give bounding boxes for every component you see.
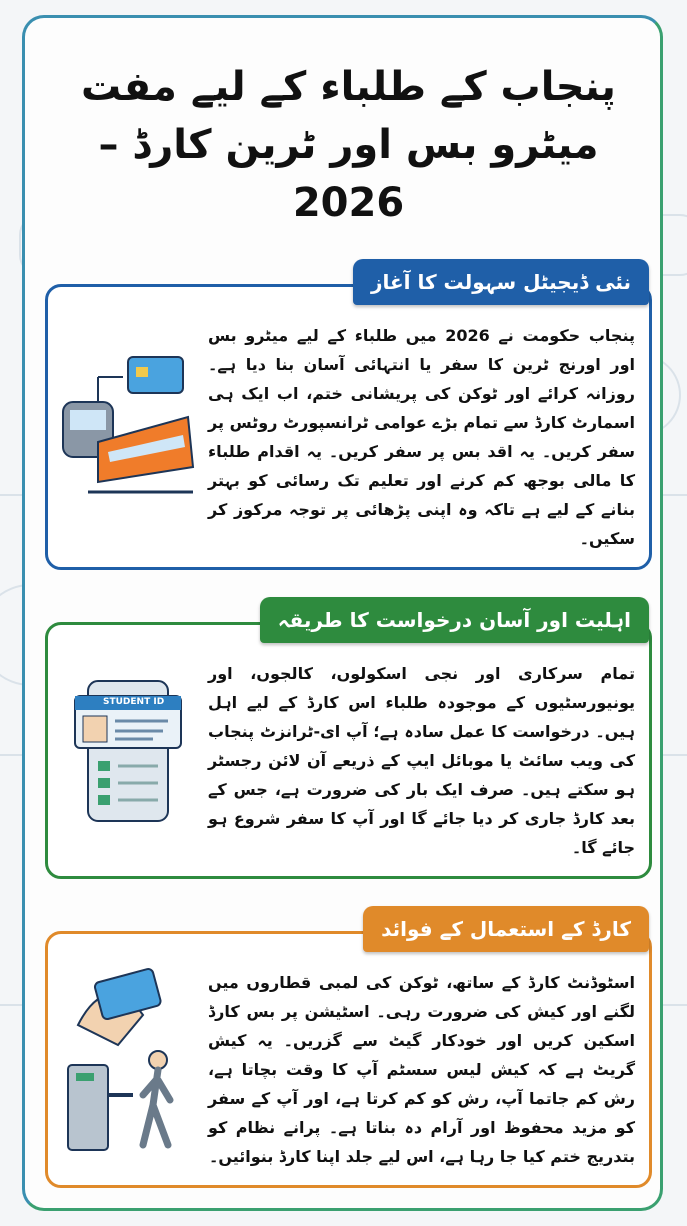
turnstile-card-illustration [58,965,198,1155]
text-line: رہی۔ اسٹیشن پر بس کارڈ اسکین کریں اور خودکار گیٹ سے گزریں۔ یہ کیش [208,1002,635,1050]
text-line: گریٹ ہے کہ کیش لیس سسٹم آپ کا وقت بچاتا ہے، رش کم جاتما [208,1060,636,1108]
section-eligibility [45,608,652,879]
train-card-illustration [58,347,198,507]
text-line: آپ، رش کو کم کرتا ہے، اور آپ کے سفر کو مزید محفوظ اور آرام دہ بناتا ہے۔ [208,1089,635,1137]
text-line: کی ضرورت ہے، جس کے بعد کارڈ جاری کر دیا جائے گا اور آپ کا سفر شروع ہو جائے گا۔ [208,780,635,857]
text-line: بنانے کے لیے ہے تاکہ وہ اپنی پڑھائی پر توجہ مرکوز کر سکیں۔ [208,500,635,548]
poster-frame [22,15,663,1211]
section-benefits [45,917,652,1188]
section-digital-facility-wrapper [45,270,652,570]
section-benefits-text [208,968,635,1171]
section-heading-benefits: کارڈ کے استعمال کے فوائد [363,906,649,952]
text-line: بس پر سفر کریں۔ یہ اقدام طلباء کا مالی بوجھ کم کرنے اور تعلیم تک رسائی کو بہتر [208,442,635,490]
section-eligibility-wrapper [45,608,652,879]
text-line: پنجاب حکومت نے 2026 میں طلباء کے لیے میٹرو بس اور اورنج ٹرین کا سفر [208,326,636,374]
section-heading-digital-facility: نئی ڈیجیٹل سہولت کا آغاز [353,259,649,305]
student-id-label: STUDENT ID [103,696,165,707]
text-line: یا انتہائی آسان بنا دیا ہے۔ روزانہ کرائے اور ٹوکن کی پریشانی ختم، اب ایک ہی [208,355,635,403]
section-eligibility-text [208,659,635,862]
student-id-phone-illustration [73,676,183,826]
text-line: پرانے نظام کو بتدریج ختم کیا جا رہا ہے، اس لیے جلد اپنا کارڈ بنوائیں۔ [208,1118,635,1166]
section-digital-facility-text [208,321,635,553]
section-digital-facility [45,270,652,570]
poster-title-line1: پنجاب کے طلباء کے لیے مفت [81,64,616,110]
text-line: ویب سائٹ یا موبائل ایپ کے ذریعے آن لائن رجسٹر ہو سکتے ہیں۔ صرف ایک بار [208,751,636,799]
text-line: اسٹوڈنٹ کارڈ کے ساتھ، ٹوکن کی لمبی قطاروں میں لگنے اور کیش کی ضرورت [208,973,636,1021]
section-heading-eligibility: اہلیت اور آسان درخواست کا طریقہ [260,597,649,643]
section-benefits-wrapper [45,917,652,1188]
poster-title-line2: میٹرو بس اور ٹرین کارڈ – 2026 [98,122,599,226]
text-line: کے لیے اہل ہیں۔ درخواست کا عمل سادہ ہے؛ آپ ای-ٹرانزٹ پنجاب کی [208,693,635,770]
text-line: اسمارٹ کارڈ سے تمام بڑے عوامی ٹرانسپورٹ روٹس پر سفر کریں۔ یہ اقد [208,413,635,461]
text-line: تمام سرکاری اور نجی اسکولوں، کالجوں، اور یونیورسٹیوں کے موجودہ طلباء اس کارڈ [208,664,636,712]
